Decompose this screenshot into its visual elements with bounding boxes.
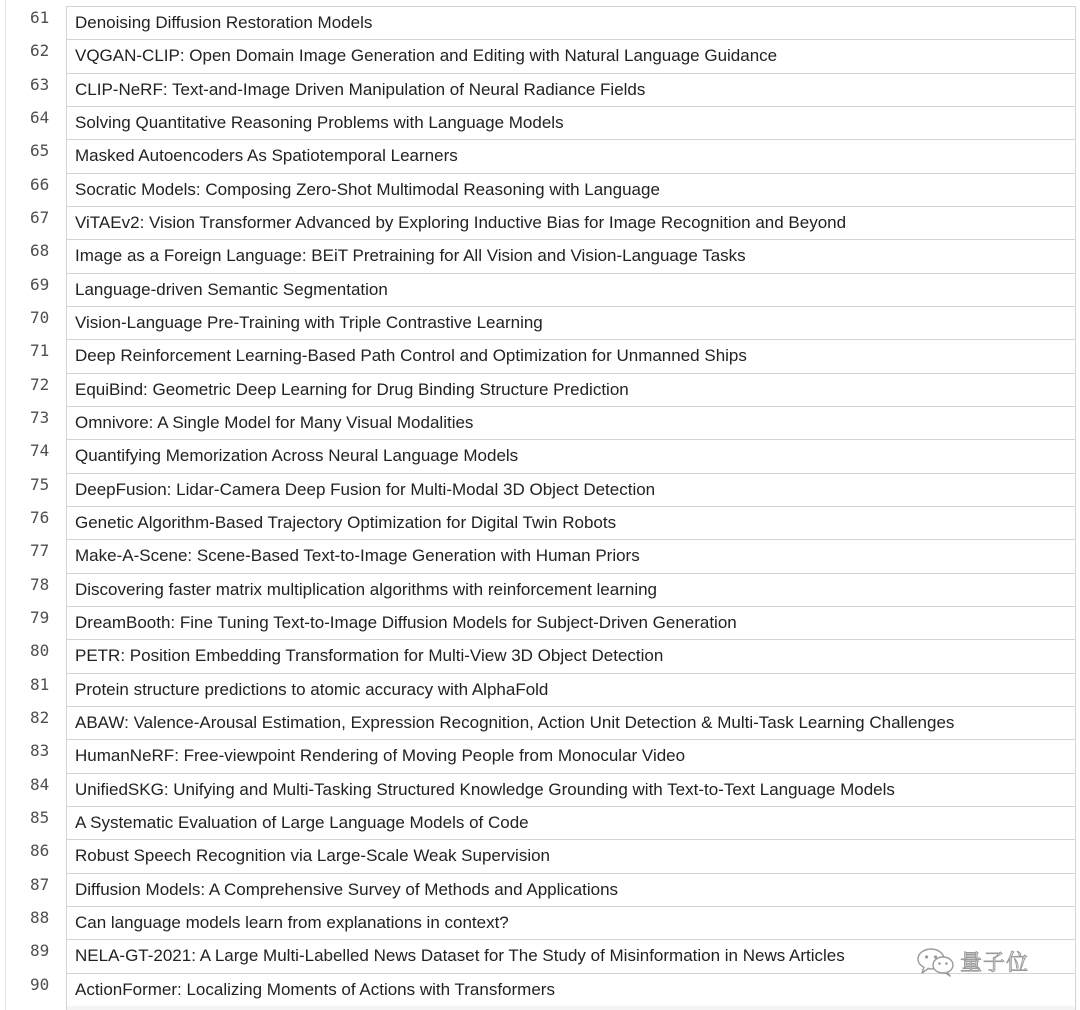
line-number: 73 xyxy=(30,407,50,427)
watermark xyxy=(916,946,1029,977)
line-number: 65 xyxy=(30,141,50,161)
line-number: 72 xyxy=(30,374,50,394)
paper-title-cell[interactable]: Masked Autoencoders As Spatiotemporal Learners xyxy=(66,140,1076,173)
line-number: 66 xyxy=(30,174,50,194)
table-row xyxy=(0,707,1080,740)
paper-title-cell[interactable]: Make-A-Scene: Scene-Based Text-to-Image Generation with Human Priors xyxy=(66,540,1076,573)
table-row xyxy=(0,307,1080,340)
paper-title-cell[interactable]: VQGAN-CLIP: Open Domain Image Generation and Editing with Natural Language Guidance xyxy=(66,40,1076,73)
line-number: 86 xyxy=(30,841,50,861)
paper-title-cell[interactable]: Solving Quantitative Reasoning Problems with Language Models xyxy=(66,107,1076,140)
table-row xyxy=(0,907,1080,940)
line-number: 81 xyxy=(30,674,50,694)
table-row xyxy=(0,840,1080,873)
paper-title-cell[interactable]: Deep Reinforcement Learning-Based Path Control and Optimization for Unmanned Ships xyxy=(66,340,1076,373)
paper-title-cell[interactable]: Image as a Foreign Language: BEiT Pretraining for All Vision and Vision-Language Tasks xyxy=(66,240,1076,273)
paper-title-cell[interactable]: Language-driven Semantic Segmentation xyxy=(66,274,1076,307)
paper-title-cell[interactable]: Vision-Language Pre-Training with Triple Contrastive Learning xyxy=(66,307,1076,340)
line-number: 89 xyxy=(30,941,50,961)
paper-title-cell[interactable]: NELA-GT-2021: A Large Multi-Labelled News Dataset for The Study of Misinformation in News Articles xyxy=(66,940,1076,973)
line-number: 83 xyxy=(30,741,50,761)
paper-title-cell[interactable]: CLIP-NeRF: Text-and-Image Driven Manipulation of Neural Radiance Fields xyxy=(66,74,1076,107)
paper-title-cell[interactable]: Omnivore: A Single Model for Many Visual Modalities xyxy=(66,407,1076,440)
line-number xyxy=(0,1006,66,1010)
paper-title-cell[interactable]: DeepFusion: Lidar-Camera Deep Fusion for Multi-Modal 3D Object Detection xyxy=(66,474,1076,507)
table-row xyxy=(0,507,1080,540)
table-row xyxy=(0,674,1080,707)
paper-title-cell[interactable]: PETR: Position Embedding Transformation for Multi-View 3D Object Detection xyxy=(66,640,1076,673)
paper-title-cell[interactable]: ViTAEv2: Vision Transformer Advanced by Exploring Inductive Bias for Image Recognition and Beyond xyxy=(66,207,1076,240)
line-number: 75 xyxy=(30,474,50,494)
table-row xyxy=(0,40,1080,73)
paper-title-cell[interactable]: Discovering faster matrix multiplication algorithms with reinforcement learning xyxy=(66,574,1076,607)
line-number: 64 xyxy=(30,107,50,127)
paper-title-cell[interactable]: ABAW: Valence-Arousal Estimation, Expression Recognition, Action Unit Detection & Multi-Task Learning Challenges xyxy=(66,707,1076,740)
table-row xyxy=(0,407,1080,440)
table-row xyxy=(0,974,1080,1007)
paper-title-cell[interactable]: HumanNeRF: Free-viewpoint Rendering of Moving People from Monocular Video xyxy=(66,740,1076,773)
table-row xyxy=(0,474,1080,507)
line-number: 67 xyxy=(30,207,50,227)
line-number: 79 xyxy=(30,607,50,627)
paper-title-cell[interactable]: Can language models learn from explanations in context? xyxy=(66,907,1076,940)
line-number: 87 xyxy=(30,874,50,894)
table-row xyxy=(0,7,1080,40)
paper-title-cell[interactable]: Socratic Models: Composing Zero-Shot Multimodal Reasoning with Language xyxy=(66,174,1076,207)
table-row xyxy=(0,807,1080,840)
line-number: 82 xyxy=(30,707,50,727)
wechat-logo-icon xyxy=(916,947,956,977)
paper-title-cell[interactable]: DreamBooth: Fine Tuning Text-to-Image Diffusion Models for Subject-Driven Generation xyxy=(66,607,1076,640)
table-row xyxy=(0,774,1080,807)
line-number: 90 xyxy=(30,974,50,994)
paper-title-cell[interactable]: ActionFormer: Localizing Moments of Actions with Transformers xyxy=(66,974,1076,1007)
paper-title-cell[interactable]: Quantifying Memorization Across Neural Language Models xyxy=(66,440,1076,473)
line-number: 63 xyxy=(30,74,50,94)
table-row xyxy=(0,274,1080,307)
table-row xyxy=(0,140,1080,173)
table-row xyxy=(0,374,1080,407)
paper-title-cell[interactable]: Diffusion Models: A Comprehensive Survey of Methods and Applications xyxy=(66,874,1076,907)
table-row xyxy=(0,874,1080,907)
line-number: 68 xyxy=(30,241,50,261)
line-number: 85 xyxy=(30,807,50,827)
table-row xyxy=(0,740,1080,773)
paper-title-cell[interactable]: Robust Speech Recognition via Large-Scale Weak Supervision xyxy=(66,840,1076,873)
line-number: 78 xyxy=(30,574,50,594)
line-number: 84 xyxy=(30,774,50,794)
table-row xyxy=(0,574,1080,607)
line-number: 77 xyxy=(30,541,50,561)
line-number: 70 xyxy=(30,307,50,327)
line-number: 69 xyxy=(30,274,50,294)
table-row xyxy=(0,440,1080,473)
line-number: 71 xyxy=(30,341,50,361)
table-row xyxy=(0,540,1080,573)
table-row xyxy=(0,240,1080,273)
table-row-partial xyxy=(0,1006,1080,1010)
table-row xyxy=(0,107,1080,140)
line-number: 88 xyxy=(30,907,50,927)
paper-title-cell[interactable]: A Systematic Evaluation of Large Language Models of Code xyxy=(66,807,1076,840)
table-row xyxy=(0,207,1080,240)
table-row xyxy=(0,340,1080,373)
paper-title-cell[interactable]: Genetic Algorithm-Based Trajectory Optimization for Digital Twin Robots xyxy=(66,507,1076,540)
line-number: 61 xyxy=(30,8,50,27)
watermark-text: 量子位 xyxy=(960,951,1030,976)
line-number: 80 xyxy=(30,641,50,661)
line-number: 76 xyxy=(30,507,50,527)
table-row xyxy=(0,74,1080,107)
paper-title-cell[interactable]: UnifiedSKG: Unifying and Multi-Tasking Structured Knowledge Grounding with Text-to-Text Language Models xyxy=(66,774,1076,807)
line-number: 62 xyxy=(30,41,50,61)
table-row xyxy=(0,174,1080,207)
line-number: 74 xyxy=(30,441,50,461)
table-rows xyxy=(0,7,1080,1007)
paper-title-cell[interactable]: Denoising Diffusion Restoration Models xyxy=(66,7,1076,40)
table-row xyxy=(0,640,1080,673)
paper-title-cell[interactable]: EquiBind: Geometric Deep Learning for Drug Binding Structure Prediction xyxy=(66,374,1076,407)
table-row xyxy=(0,607,1080,640)
paper-title-cell[interactable]: Protein structure predictions to atomic accuracy with AlphaFold xyxy=(66,674,1076,707)
table-cell xyxy=(66,1006,1076,1010)
